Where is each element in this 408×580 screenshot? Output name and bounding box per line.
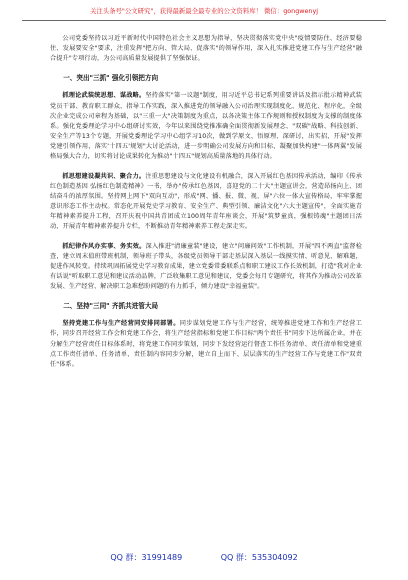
paragraph-coordination: [50, 319, 362, 370]
section-heading-1: 一、突出"三抓" 强化引领把方向: [63, 74, 159, 83]
paragraph-lead: 抓思想建设凝共识、聚合力。: [62, 172, 146, 180]
paragraph-lead: 抓纪律作风办实事、务实效。: [62, 242, 146, 250]
paragraph-text: 注重思想建设与文化建设有机融合，深入开展红色基因传承活动，编印《传承红色制造基因 弘扬红色制造精神》一书，举办"传承红色基因，喜迎党的二十大"主题宣讲会，营造昂扬向上、团结奋斗的浓厚氛围。坚持网上网下"双向互动"，形成"网、播、报、微、视、屏"六位一体大宣传格局，牢牢掌握意识形态工作主动权。常态化开展党史学习教育、安全生产、典型引领、廉洁文化"六大主题宣传"，全面实施青年精神素养提升工程，召开庆祝中国共青团成立100周年青年座谈会，开展"筑梦童真，强根铸魂"主题团日活动，开展青年精神素养提升专栏，不断推动青年精神素养工程走深走实。: [50, 172, 362, 231]
header-rule: [22, 20, 386, 21]
paragraph-theory: [50, 91, 362, 162]
top-banner: 关注头条号"公文研究"，获得最新最全最专业的公文资料库！ 微信：gongwenyj: [89, 7, 319, 15]
paragraph-text: 坚持落实"第一议题"制度，用习近平总书记系列重要讲话及指示批示精神武装党员干部、教育职工群众、指导工作实践，深入推进党的领导融入公司治理实现制度化、规范化、程序化，全级次企业完成公司章程为基础，以"三重一大"决策制度为重点，以各决策主体工作规则和授权制度为支撑的制度体系。强化党委理论学习中心组研讨实效，今年以来围绕党推准确全面贯彻新发展理念、"双碳"战略、科技创新、安全生产等13个专题，开展党委理论学习中心组学习10次，做到学原文、悟原理、深研讨，出实招，开展"发挥党建引领作用，落实'十四五'规划"大讨论活动，进一步明确公司发展方向和目标，凝聚加快构建"一体两翼"发展格局强大合力，切实将讨论成果转化为推动"十四五"规划高质量落地的具体行动。: [50, 92, 362, 161]
paragraph-lead: 抓理论武装统思想、谋战略。: [62, 92, 146, 100]
paragraph-discipline: [50, 242, 362, 293]
qq-group-2: QQ 群：535304092: [220, 553, 298, 562]
paragraph-gap: [50, 233, 362, 242]
paragraph-text: 同步谋划党建工作与生产经营，统筹推进党建工作和生产经营工作，同步召开经营工作会和党建工作会，将生产经营指标和党建工作目标"两个责任书"同步下达所属企业，并在分解生产经营责任目标体系时，将党建工作同步策划，同步下发经营运行督查工作任务清单、责任清单和党建重点工作责任清单、任务清单，责任制内容同步分解，建立自上而下、层层落实的生产经营工作与党建工作"双责任"体系。: [50, 320, 362, 368]
paragraph-gap: [50, 163, 362, 172]
document-body: [50, 34, 362, 370]
intro-paragraph: 公司党委坚持以习近平新时代中国特色社会主义思想为指导，坚决贯彻落实党中央"疫情要防住、经济要稳住、发展要安全"要求，注重发挥"把方向、管大局、促落实"的领导作用，深入扎实推进党建工作与生产经营"融合提升"专项行动，为公司高质量发展提供了坚强保证。: [50, 35, 362, 63]
paragraph-text: 深入推进"清廉童装"建设，建立"问廉问效"工作机制，开展"四不两直"监督检查，建立周末值班带班机制，领导班子带头，各级党员领导干部走基层深入基层一线摸实情、听意见、解难题，促进作风转变。持续巩固拓展党史学习教育成果，建立党委常委联系点和职工建议工作长效机制，打造"我对企业有话说"听取职工意见和建议活动品牌，广泛收集职工意见和建议，党委会每月专题研究，将其作为推动公司改革发展、生产经营、解决职工急难愁盼问题的有力抓手，倾力建设"幸福童装"。: [50, 242, 362, 291]
qq-group-1: QQ 群：31991489: [110, 553, 183, 562]
paragraph-lead: 坚持党建工作与生产经营同安排同部署。: [62, 320, 180, 328]
paragraph-ideology: [50, 172, 362, 233]
footer-contacts: [0, 552, 408, 564]
section-heading-2: 二、坚持"三同" 齐抓共进管大局: [63, 302, 159, 311]
